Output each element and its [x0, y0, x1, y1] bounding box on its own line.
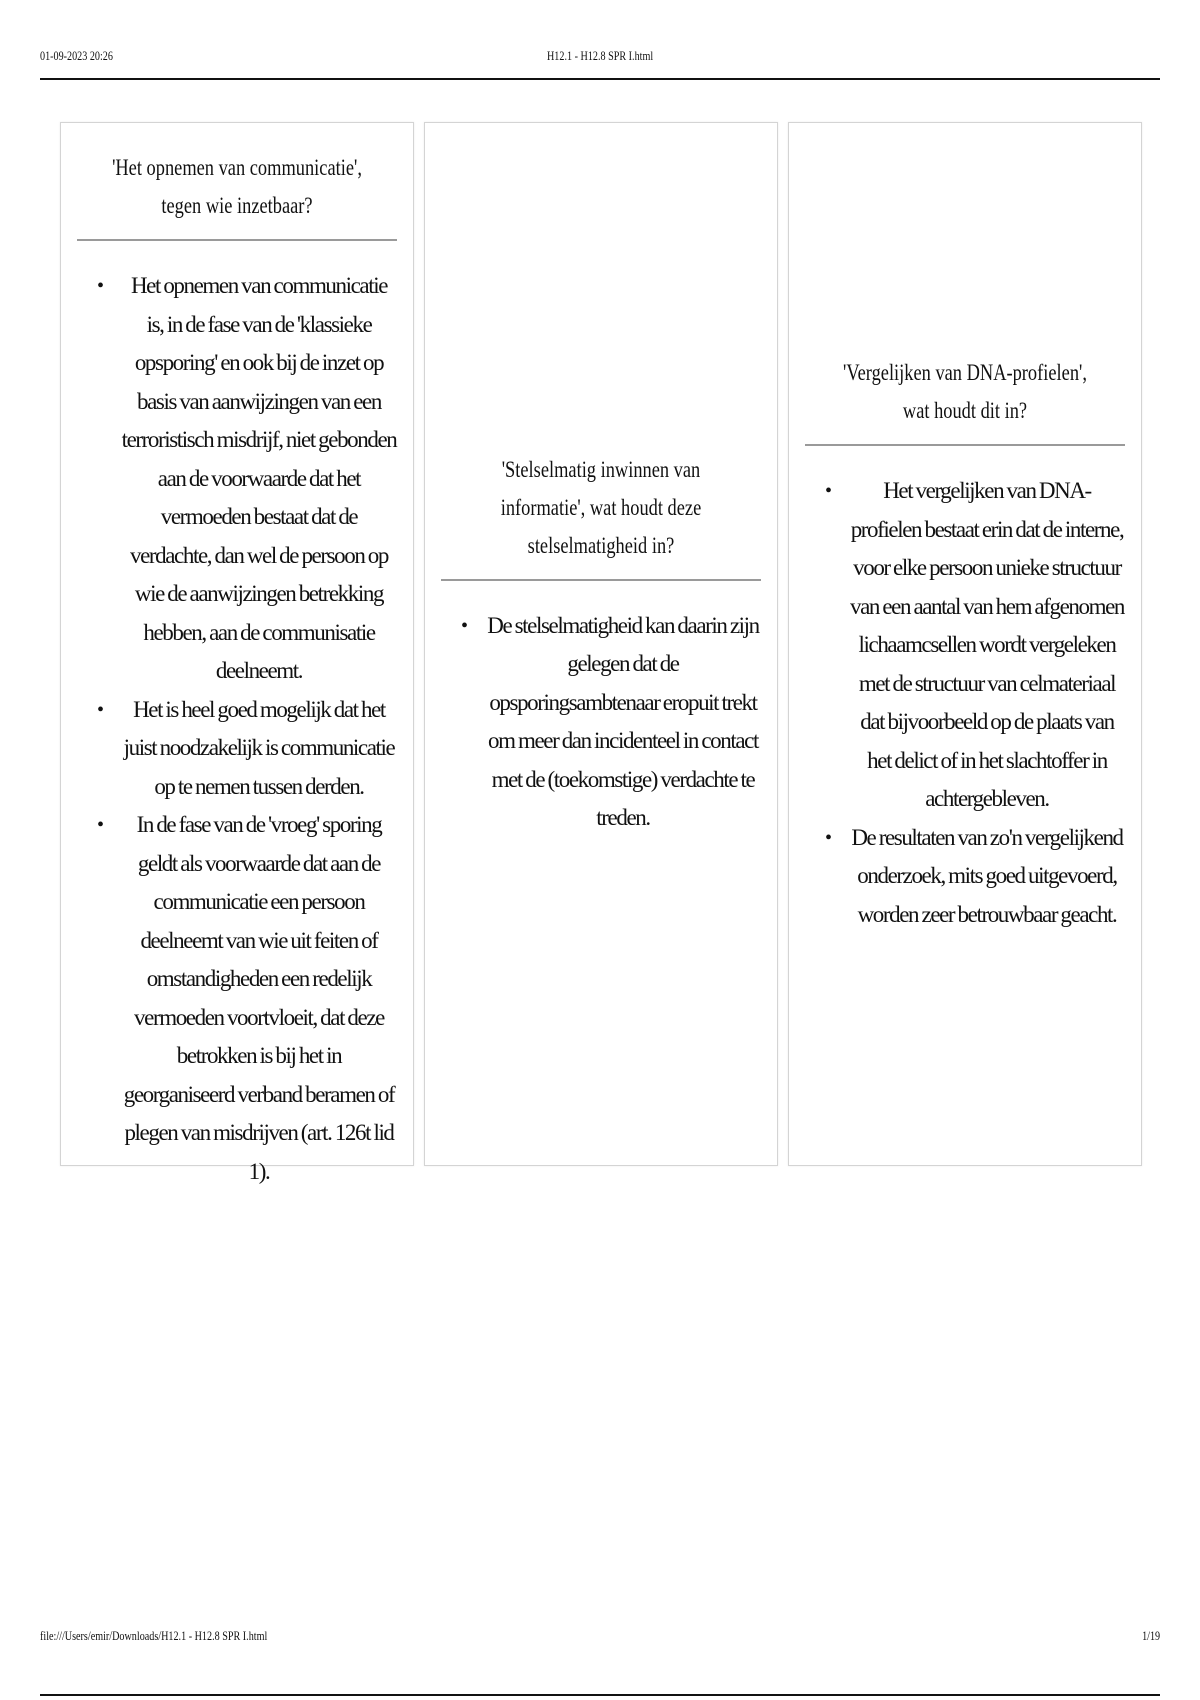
flashcard-question [805, 354, 1125, 446]
flashcard-question [77, 149, 397, 241]
bullet-icon: • [461, 614, 467, 637]
print-document-title-text: H12.1 - H12.8 SPR I.html [546, 48, 654, 63]
flashcard-answer-text: Het vergelijken van DNA-profielen bestaat erin dat de interne, voor elke persoon unieke structuur van een aantal van hem afgenomen lichaamcsellen wordt vergeleken met de structuur van celmateriaal dat bijvoorbeeld op de plaats van het delict of in het slachtoffer in achtergebleven. [850, 478, 1124, 811]
flashcard-answer-item [441, 607, 761, 838]
flashcard-answer-text: Het opnemen van communicatie is, in de fase van de 'klassieke opsporing' en ook bij de inzet op basis van aanwijzingen van een terroristisch misdrijf, niet gebonden aan de voorwaarde dat het vermoeden bestaat dat de verdachte, dan wel de persoon op wie de aanwijzingen betrekking hebben, aan de communisatie deelneemt. [121, 273, 397, 683]
bullet-icon: • [97, 698, 103, 721]
flashcard-answer-item [77, 267, 397, 691]
flashcard-question-text: 'Het opnemen van communicatie', tegen wie inzetbaar? [112, 155, 362, 218]
print-file-path: file:///Users/emir/Downloads/H12.1 - H12.8 SPR I.html [40, 1628, 268, 1643]
flashcard-question-text: 'Stelselmatig inwinnen van informatie', wat houdt deze stelselmatigheid in? [500, 456, 702, 558]
flashcard-answer-item [805, 472, 1125, 819]
flashcard-content [805, 123, 1125, 1165]
flashcard-answer-list [441, 607, 761, 838]
flashcard-content [441, 123, 761, 1165]
flashcard-answer-list [77, 267, 397, 1191]
flashcard-content [77, 123, 397, 1184]
bullet-icon: • [97, 275, 103, 297]
bullet-icon: • [97, 814, 103, 836]
flashcard-question-text: 'Vergelijken van DNA-profielen', wat houdt dit in? [843, 360, 1087, 423]
flashcard-answer-text: De resultaten van zo'n vergelijkend onderzoek, mits goed uitgevoerd, worden zeer betrouwbaar geacht. [851, 824, 1123, 927]
print-header [40, 44, 1160, 80]
flashcard-question [441, 451, 761, 581]
flashcard-answer-text: Het is heel goed mogelijk dat het juist noodzakelijk is communicatie op te nemen tussen derden. [123, 696, 395, 799]
flashcard-answer-item [77, 806, 397, 1191]
bullet-icon: • [825, 480, 831, 502]
bullet-icon: • [825, 826, 831, 849]
flashcard-answer-text: In de fase van de 'vroeg' sporing geldt als voorwaarde dat aan de communicatie een persoon deelneemt van wie uit feiten of omstandigheden een redelijk vermoeden voortvloeit, dat deze betrokken is bij het in georganiseerd verband beramen of plegen van misdrijven (art. 126t lid 1). [123, 812, 395, 1184]
print-date: 01-09-2023 20:26 [40, 48, 113, 63]
flashcard [60, 122, 414, 1184]
flashcard-grid [60, 122, 1144, 1184]
flashcard-answer-item [805, 819, 1125, 935]
print-page-number: 1/19 [1141, 1628, 1160, 1643]
flashcard-answer-text: De stelselmatigheid kan daarin zijn gelegen dat de opsporingsambtenaar eropuit trekt om meer dan incidenteel in contact met de (toekomstige) verdachte te treden. [487, 612, 759, 830]
flashcard [788, 122, 1142, 1166]
print-document-title [40, 48, 1160, 64]
print-footer [40, 1624, 1160, 1696]
flashcard [424, 122, 778, 1166]
flashcard-answer-item [77, 691, 397, 807]
flashcard-answer-list [805, 472, 1125, 934]
